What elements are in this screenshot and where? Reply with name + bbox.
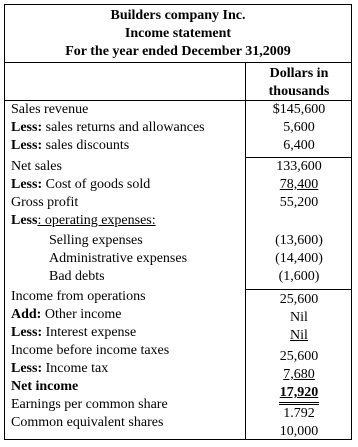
row-value: 55,200 <box>279 195 319 210</box>
row-value: (13,600) <box>275 233 323 248</box>
column-header <box>246 65 352 101</box>
row-value: 7,680 <box>283 367 315 382</box>
row-sales-returns <box>5 119 351 137</box>
row-sales-discounts <box>5 137 351 155</box>
row-net-income <box>5 378 351 400</box>
row-value: $145,600 <box>272 102 326 117</box>
row-admin-expenses <box>5 250 351 268</box>
statement-title: Income statement <box>124 26 232 41</box>
row-interest-expense <box>5 324 351 342</box>
row-sales-revenue <box>5 101 351 119</box>
row-prefix: Less: <box>11 138 43 153</box>
row-value: (1,600) <box>278 269 320 284</box>
row-value: 17,920 <box>279 385 319 400</box>
row-label: Income tax <box>42 361 109 376</box>
row-label: Gross profit <box>11 195 79 210</box>
row-label: Earnings per common share <box>11 397 168 412</box>
row-value: 133,600 <box>276 159 322 174</box>
row-income-before-taxes <box>5 342 351 364</box>
row-value: 25,600 <box>279 292 319 307</box>
row-gross-profit <box>5 194 351 212</box>
row-label: Common equivalent shares <box>11 415 164 430</box>
row-label: Other income <box>41 307 122 322</box>
row-bad-debts <box>5 268 351 286</box>
row-prefix: Less <box>11 213 38 228</box>
row-other-income <box>5 306 351 324</box>
row-prefix: Less: <box>11 361 43 376</box>
row-value: 5,600 <box>283 120 315 135</box>
row-label: Administrative expenses <box>49 251 188 266</box>
row-value: (14,400) <box>275 251 323 266</box>
row-label: Income before income taxes <box>11 343 170 358</box>
column-header-line1: Dollars in <box>269 66 329 81</box>
row-value: Nil <box>290 310 308 325</box>
row-label: Sales revenue <box>11 102 89 117</box>
row-label: Net sales <box>11 159 62 174</box>
row-label: Income from operations <box>11 289 146 304</box>
row-common-equivalent-shares <box>5 414 351 439</box>
row-label: Net income <box>11 379 79 394</box>
row-value: 78,400 <box>279 177 319 192</box>
income-statement-table <box>4 4 352 440</box>
row-operating-expenses <box>5 212 351 230</box>
row-prefix: Less: <box>11 325 43 340</box>
row-value: 10,000 <box>279 424 319 439</box>
row-income-tax <box>5 360 351 382</box>
header-divider <box>5 62 351 63</box>
row-value: Nil <box>290 328 308 343</box>
company-name: Builders company Inc. <box>110 8 246 23</box>
row-value: 25,600 <box>279 349 319 364</box>
row-selling-expenses <box>5 232 351 250</box>
row-net-sales <box>5 158 351 176</box>
row-label: Selling expenses <box>49 233 143 248</box>
row-prefix: Add: <box>11 307 42 322</box>
column-header-line2: thousands <box>268 84 330 99</box>
row-label: sales discounts <box>42 138 130 153</box>
row-income-from-operations <box>5 288 351 306</box>
row-label: sales returns and allowances <box>42 120 205 135</box>
row-label: Cost of goods sold <box>42 177 151 192</box>
statement-period: For the year ended December 31,2009 <box>65 44 291 59</box>
row-value: 6,400 <box>283 138 315 153</box>
row-value: 1.792 <box>283 406 315 421</box>
row-label: Interest expense <box>42 325 137 340</box>
row-cogs <box>5 176 351 194</box>
row-prefix: Less: <box>11 177 43 192</box>
row-prefix: Less: <box>11 120 43 135</box>
row-eps <box>5 396 351 421</box>
row-label: : operating expenses: <box>37 213 156 228</box>
row-label: Bad debts <box>49 269 105 284</box>
